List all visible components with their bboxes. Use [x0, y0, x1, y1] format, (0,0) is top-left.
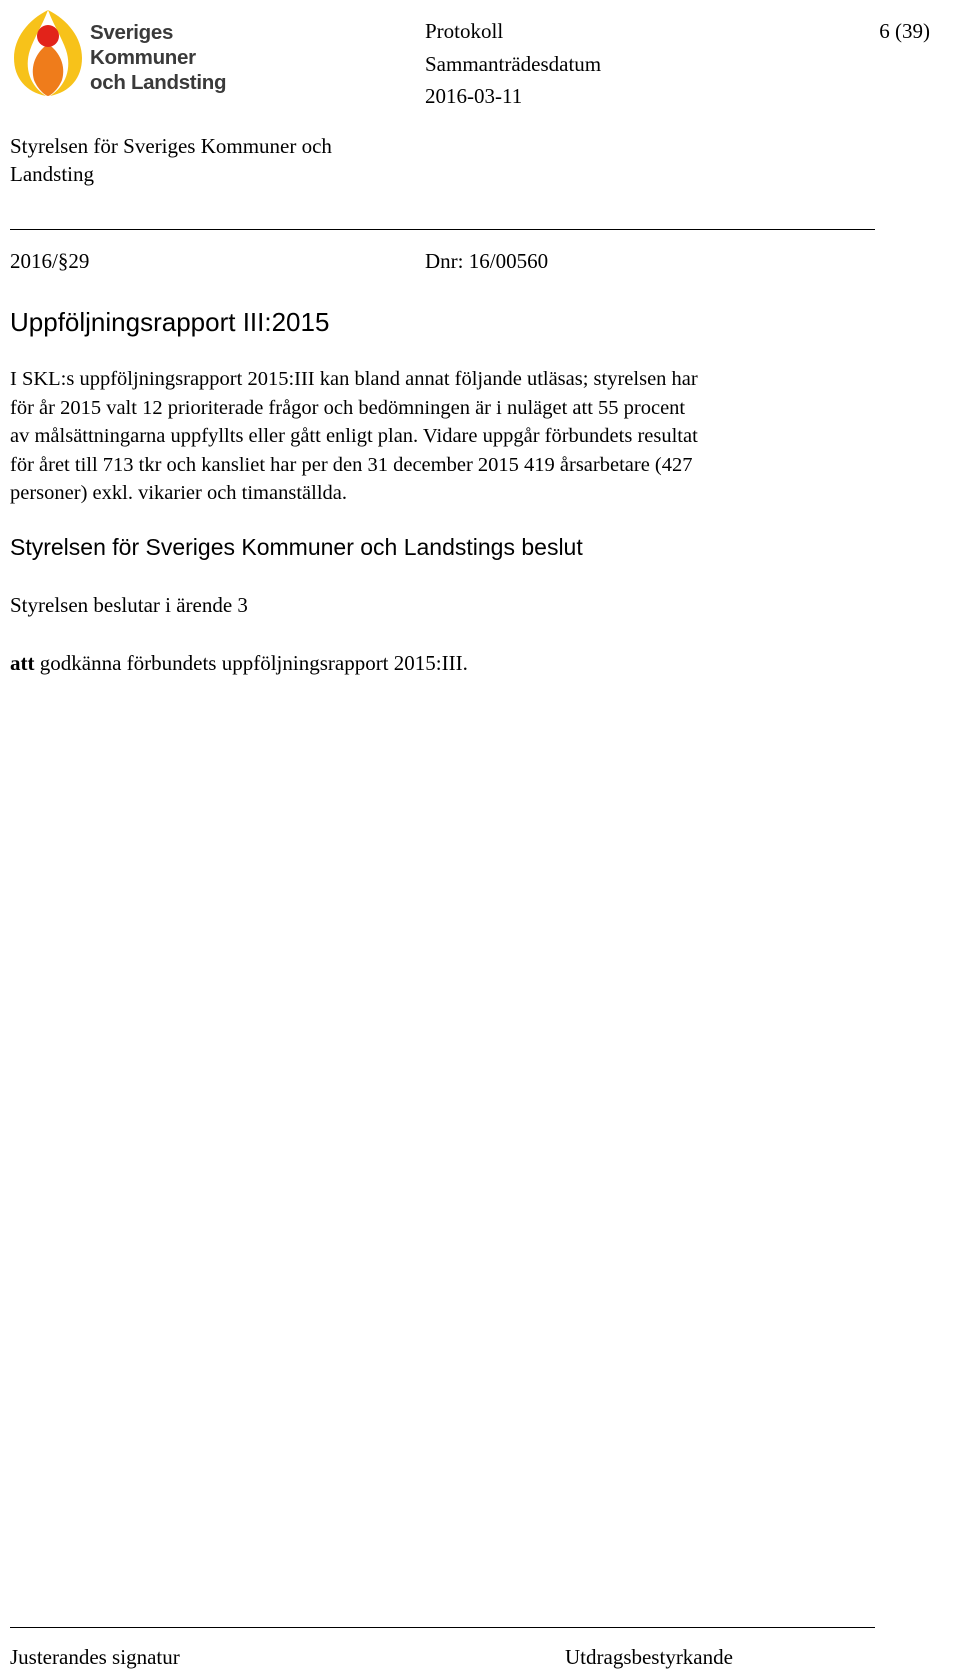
organization-logo	[8, 6, 238, 102]
signature-label: Justerandes signatur	[10, 1645, 180, 1669]
body-line: personer) exkl. vikarier och timanställda.	[10, 482, 347, 505]
case-body	[10, 365, 865, 508]
decision-item	[10, 649, 468, 677]
body-line: I SKL:s uppföljningsrapport 2015:III kan bland annat följande utläsas; styrelsen har	[10, 368, 698, 390]
meeting-date-label: Sammanträdesdatum	[425, 52, 602, 76]
body-line: av målsättningarna uppfyllts eller gått enligt plan. Vidare uppgår förbundets resultat	[10, 425, 698, 448]
header-divider	[10, 229, 875, 230]
decision-heading: Styrelsen för Sveriges Kommuner och Landstings beslut	[10, 534, 583, 560]
logo-line-1: Sveriges	[90, 21, 174, 44]
body-line: för år 2015 valt 12 prioriterade frågor och bedömningen är i nuläget att 55 procent	[10, 396, 686, 419]
decision-text: godkänna förbundets uppföljningsrapport 2015:III.	[34, 651, 468, 675]
logo-wordmark	[90, 20, 226, 95]
flame-logo-icon	[8, 6, 88, 102]
logo-line-2: Kommuner	[90, 46, 196, 69]
document-type: Protokoll	[425, 19, 504, 43]
page-number: 6 (39)	[879, 19, 930, 43]
decision-intro: Styrelsen beslutar i ärende 3	[10, 593, 248, 617]
body-line: för året till 713 tkr och kansliet har per den 31 december 2015 419 årsarbetare (427	[10, 453, 693, 476]
logo-line-3: och Landsting	[90, 71, 227, 94]
organization-name: Styrelsen för Sveriges Kommuner och Landsting	[10, 134, 332, 186]
extract-certification-label: Utdragsbestyrkande	[565, 1645, 733, 1669]
meeting-date: 2016-03-11	[425, 84, 523, 108]
case-title: Uppföljningsrapport III:2015	[10, 307, 330, 337]
decision-att: att	[10, 651, 35, 675]
registration-number: Dnr: 16/00560	[425, 249, 549, 273]
paragraph-number: 2016/§29	[10, 249, 90, 273]
footer-divider	[10, 1627, 875, 1628]
